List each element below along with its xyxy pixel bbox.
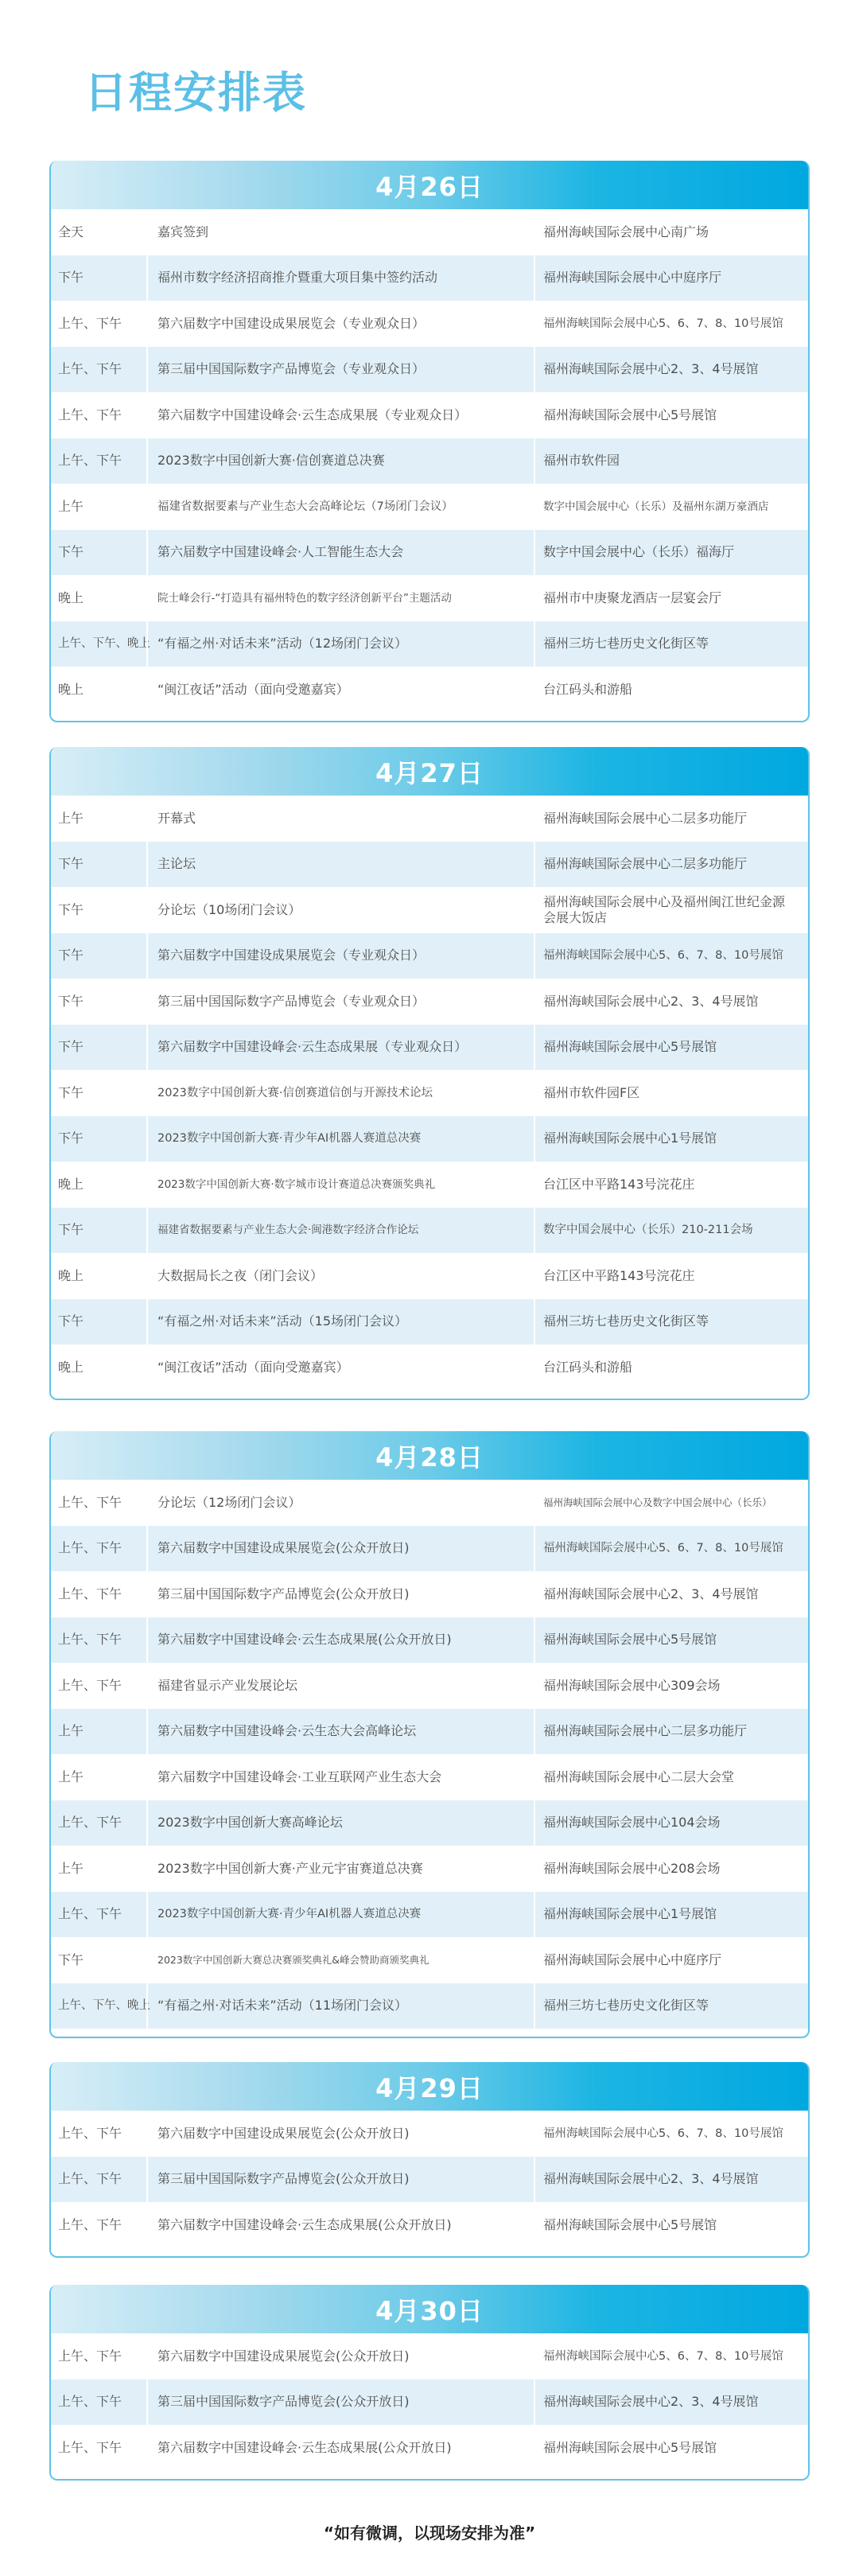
page-title: 日程安排表: [84, 68, 307, 118]
day-title: 4月30日: [375, 2295, 484, 2326]
time-cell: 上午: [58, 1723, 84, 1739]
time-cell: 上午、下午: [58, 2394, 122, 2410]
venue-cell: 福州海峡国际会展中心5号展馆: [534, 392, 808, 438]
venue-cell: 福州海峡国际会展中心二层多功能厅: [534, 796, 808, 842]
table-row: [51, 1253, 808, 1299]
time-cell: 下午: [58, 270, 84, 286]
event-cell: 2023数字中国创新大赛·信创赛道信创与开源技术论坛: [146, 1070, 534, 1116]
event-cell: 2023数字中国创新大赛高峰论坛: [146, 1800, 534, 1846]
table-row: [51, 621, 808, 667]
day-card-0430: [49, 2285, 810, 2481]
table-row: [51, 1937, 808, 1983]
venue-cell: 福州海峡国际会展中心二层多功能厅: [534, 1709, 808, 1755]
event-cell: 2023数字中国创新大赛·产业元宇宙赛道总决赛: [146, 1846, 534, 1892]
table-row: [51, 2157, 808, 2203]
event-cell: 主论坛: [146, 842, 534, 888]
time-cell: 上午、下午: [58, 1632, 122, 1648]
time-cell: 上午、下午: [58, 2216, 122, 2232]
table-row: [51, 1892, 808, 1938]
table-row: [51, 209, 808, 255]
time-cell: 上午、下午: [58, 2439, 122, 2455]
event-cell: 第三届中国国际数字产品博览会（专业观众日）: [146, 979, 534, 1025]
table-row: [51, 2425, 808, 2471]
table-row: [51, 575, 808, 621]
event-cell: 第三届中国国际数字产品博览会（专业观众日）: [146, 347, 534, 393]
event-cell: 福建省数据要素与产业生态大会高峰论坛（7场闭门会议）: [146, 484, 534, 530]
day-header: [49, 161, 810, 209]
event-cell: 开幕式: [146, 796, 534, 842]
time-cell: 晚上: [58, 1267, 84, 1283]
venue-cell: 福州海峡国际会展中心309会场: [534, 1663, 808, 1709]
venue-cell: 福州海峡国际会展中心208会场: [534, 1846, 808, 1892]
event-cell: 福建省显示产业发展论坛: [146, 1663, 534, 1709]
venue-cell: 福州海峡国际会展中心1号展馆: [534, 1116, 808, 1162]
table-row: [51, 979, 808, 1025]
venue-cell: 台江码头和游船: [534, 1344, 808, 1391]
event-cell: 福州市数字经济招商推介暨重大项目集中签约活动: [146, 255, 534, 302]
schedule-table: [51, 2111, 808, 2248]
time-cell: 上午、下午: [58, 2125, 122, 2141]
venue-cell: 福州海峡国际会展中心5号展馆: [534, 2425, 808, 2471]
table-row: [51, 1983, 808, 2029]
time-cell: 下午: [58, 993, 84, 1009]
venue-cell: 福州海峡国际会展中心2、3、4号展馆: [534, 979, 808, 1025]
table-row: [51, 1070, 808, 1116]
time-cell: 上午、下午: [58, 1906, 122, 1922]
event-cell: 第六届数字中国建设成果展览会(公众开放日): [146, 1526, 534, 1572]
event-cell: 第六届数字中国建设峰会·工业互联网产业生态大会: [146, 1754, 534, 1800]
table-row: [51, 1299, 808, 1345]
table-row: [51, 1663, 808, 1709]
table-row: [51, 2111, 808, 2157]
event-cell: 第六届数字中国建设成果展览会(公众开放日): [146, 2333, 534, 2379]
venue-cell: 福州海峡国际会展中心2、3、4号展馆: [534, 347, 808, 393]
venue-cell: 福州三坊七巷历史文化街区等: [534, 1299, 808, 1345]
event-cell: 第三届中国国际数字产品博览会(公众开放日): [146, 1571, 534, 1617]
table-row: [51, 933, 808, 979]
venue-cell: 福州海峡国际会展中心2、3、4号展馆: [534, 2157, 808, 2203]
venue-cell: 福州海峡国际会展中心5、6、7、8、10号展馆: [534, 1526, 808, 1572]
table-row: [51, 301, 808, 347]
table-row: [51, 1800, 808, 1846]
venue-cell: 福州海峡国际会展中心及福州闽江世纪金源会展大饭店: [534, 887, 808, 933]
event-cell: 第六届数字中国建设成果展览会（专业观众日）: [146, 301, 534, 347]
time-cell: 上午、下午: [58, 1494, 122, 1510]
event-cell: 院士峰会行-“打造具有福州特色的数字经济创新平台”主题活动: [146, 575, 534, 621]
event-cell: 2023数字中国创新大赛·信创赛道总决赛: [146, 438, 534, 484]
time-cell: 上午、下午: [58, 1540, 122, 1556]
table-row: [51, 887, 808, 933]
table-row: [51, 530, 808, 576]
event-cell: 第六届数字中国建设成果展览会（专业观众日）: [146, 933, 534, 979]
day-header: [49, 1431, 810, 1480]
time-cell: 上午、下午: [58, 361, 122, 377]
venue-cell: 福州海峡国际会展中心中庭序厅: [534, 255, 808, 302]
time-cell: 上午、下午: [58, 315, 122, 331]
venue-cell: 台江区中平路143号浣花庄: [534, 1253, 808, 1299]
venue-cell: 福州海峡国际会展中心及数字中国会展中心（长乐）: [534, 1480, 808, 1526]
venue-cell: 福州海峡国际会展中心5号展馆: [534, 1025, 808, 1071]
time-cell: 全天: [58, 224, 84, 239]
time-cell: 下午: [58, 1039, 84, 1055]
table-row: [51, 1344, 808, 1391]
venue-cell: 数字中国会展中心（长乐）及福州东湖万豪酒店: [534, 484, 808, 530]
day-header: [49, 747, 810, 796]
venue-cell: 福州海峡国际会展中心5号展馆: [534, 2202, 808, 2248]
table-row: [51, 796, 808, 842]
table-row: [51, 1571, 808, 1617]
time-cell: 下午: [58, 856, 84, 872]
venue-cell: 福州三坊七巷历史文化街区等: [534, 1983, 808, 2029]
schedule-table: [51, 209, 808, 713]
table-row: [51, 1116, 808, 1162]
table-row: [51, 2333, 808, 2379]
event-cell: “有福之州·对话未来”活动（12场闭门会议）: [146, 621, 534, 667]
time-cell: 上午、下午、晚上: [58, 1999, 150, 2013]
event-cell: 2023数字中国创新大赛·青少年AI机器人赛道总决赛: [146, 1116, 534, 1162]
venue-cell: 福州海峡国际会展中心5、6、7、8、10号展馆: [534, 301, 808, 347]
time-cell: 上午、下午: [58, 2348, 122, 2364]
time-cell: 上午、下午: [58, 1677, 122, 1693]
time-cell: 下午: [58, 901, 84, 917]
day-card-0427: [49, 747, 810, 1400]
time-cell: 晚上: [58, 681, 84, 697]
time-cell: 上午、下午: [58, 453, 122, 469]
day-title: 4月29日: [375, 2072, 484, 2103]
time-cell: 上午: [58, 810, 84, 826]
event-cell: “有福之州·对话未来”活动（11场闭门会议）: [146, 1983, 534, 2029]
schedule-table: [51, 796, 808, 1391]
event-cell: 第六届数字中国建设峰会·云生态成果展(公众开放日): [146, 2202, 534, 2248]
event-cell: “闽江夜话”活动（面向受邀嘉宾）: [146, 667, 534, 713]
venue-cell: 福州海峡国际会展中心5、6、7、8、10号展馆: [534, 2333, 808, 2379]
event-cell: 第六届数字中国建设成果展览会(公众开放日): [146, 2111, 534, 2157]
event-cell: 分论坛（10场闭门会议）: [146, 887, 534, 933]
venue-cell: 福州海峡国际会展中心104会场: [534, 1800, 808, 1846]
day-card-0426: [49, 161, 810, 722]
day-card-0429: [49, 2062, 810, 2258]
event-cell: 第三届中国国际数字产品博览会(公众开放日): [146, 2379, 534, 2426]
time-cell: 晚上: [58, 590, 84, 605]
table-row: [51, 1846, 808, 1892]
venue-cell: 福州海峡国际会展中心5号展馆: [534, 1617, 808, 1664]
day-title: 4月27日: [375, 757, 484, 788]
time-cell: 晚上: [58, 1176, 84, 1192]
table-row: [51, 1480, 808, 1526]
venue-cell: 福州海峡国际会展中心中庭序厅: [534, 1937, 808, 1983]
time-cell: 上午、下午: [58, 1586, 122, 1601]
time-cell: 下午: [58, 1084, 84, 1100]
table-row: [51, 392, 808, 438]
venue-cell: 数字中国会展中心（长乐）福海厅: [534, 530, 808, 576]
venue-cell: 福州海峡国际会展中心南广场: [534, 209, 808, 255]
event-cell: 2023数字中国创新大赛·数字城市设计赛道总决赛颁奖典礼: [146, 1162, 534, 1208]
table-row: [51, 1162, 808, 1208]
table-row: [51, 2202, 808, 2248]
day-header: [49, 2285, 810, 2333]
time-cell: 上午、下午: [58, 407, 122, 422]
time-cell: 上午、下午: [58, 2171, 122, 2187]
venue-cell: 台江码头和游船: [534, 667, 808, 713]
event-cell: “闽江夜话”活动（面向受邀嘉宾）: [146, 1344, 534, 1391]
venue-cell: 台江区中平路143号浣花庄: [534, 1162, 808, 1208]
venue-cell: 福州市中庚聚龙酒店一层宴会厅: [534, 575, 808, 621]
event-cell: 福建省数据要素与产业生态大会·闽港数字经济合作论坛: [146, 1208, 534, 1254]
schedule-table: [51, 1480, 808, 2029]
table-row: [51, 1617, 808, 1664]
time-cell: 上午: [58, 498, 84, 514]
event-cell: “有福之州·对话未来”活动（15场闭门会议）: [146, 1299, 534, 1345]
table-row: [51, 2379, 808, 2426]
schedule-table: [51, 2333, 808, 2471]
event-cell: 第六届数字中国建设峰会·云生态成果展(公众开放日): [146, 1617, 534, 1664]
day-title: 4月26日: [375, 171, 484, 202]
day-title: 4月28日: [375, 1442, 484, 1473]
footer-note: “如有微调，以现场安排为准”: [323, 2523, 536, 2543]
event-cell: 第三届中国国际数字产品博览会(公众开放日): [146, 2157, 534, 2203]
time-cell: 下午: [58, 1951, 84, 1967]
venue-cell: 福州海峡国际会展中心5、6、7、8、10号展馆: [534, 933, 808, 979]
event-cell: 第六届数字中国建设峰会·云生态成果展（专业观众日）: [146, 392, 534, 438]
time-cell: 下午: [58, 544, 84, 560]
day-card-0428: [49, 1431, 810, 2038]
table-row: [51, 484, 808, 530]
time-cell: 晚上: [58, 1359, 84, 1375]
time-cell: 下午: [58, 1222, 84, 1238]
time-cell: 上午、下午: [58, 1815, 122, 1831]
event-cell: 2023数字中国创新大赛总决赛颁奖典礼&峰会赞助商颁奖典礼: [146, 1937, 534, 1983]
table-row: [51, 1709, 808, 1755]
event-cell: 大数据局长之夜（闭门会议）: [146, 1253, 534, 1299]
time-cell: 下午: [58, 1313, 84, 1329]
table-row: [51, 347, 808, 393]
time-cell: 下午: [58, 948, 84, 963]
venue-cell: 福州海峡国际会展中心2、3、4号展馆: [534, 1571, 808, 1617]
event-cell: 嘉宾签到: [146, 209, 534, 255]
table-row: [51, 1526, 808, 1572]
time-cell: 上午: [58, 1769, 84, 1784]
event-cell: 第六届数字中国建设峰会·云生态成果展（专业观众日）: [146, 1025, 534, 1071]
event-cell: 分论坛（12场闭门会议）: [146, 1480, 534, 1526]
venue-cell: 福州市软件园: [534, 438, 808, 484]
venue-cell: 数字中国会展中心（长乐）210-211会场: [534, 1208, 808, 1254]
table-row: [51, 667, 808, 713]
event-cell: 第六届数字中国建设峰会·人工智能生态大会: [146, 530, 534, 576]
event-cell: 第六届数字中国建设峰会·云生态大会高峰论坛: [146, 1709, 534, 1755]
time-cell: 上午: [58, 1860, 84, 1876]
time-cell: 下午: [58, 1130, 84, 1146]
day-header: [49, 2062, 810, 2111]
venue-cell: 福州海峡国际会展中心二层大会堂: [534, 1754, 808, 1800]
venue-cell: 福州市软件园F区: [534, 1070, 808, 1116]
venue-cell: 福州海峡国际会展中心5、6、7、8、10号展馆: [534, 2111, 808, 2157]
table-row: [51, 842, 808, 888]
venue-cell: 福州海峡国际会展中心1号展馆: [534, 1892, 808, 1938]
event-cell: 第六届数字中国建设峰会·云生态成果展(公众开放日): [146, 2425, 534, 2471]
table-row: [51, 438, 808, 484]
event-cell: 2023数字中国创新大赛·青少年AI机器人赛道总决赛: [146, 1892, 534, 1938]
venue-cell: 福州海峡国际会展中心二层多功能厅: [534, 842, 808, 888]
time-cell: 上午、下午、晚上: [58, 637, 150, 651]
venue-cell: 福州三坊七巷历史文化街区等: [534, 621, 808, 667]
table-row: [51, 255, 808, 302]
table-row: [51, 1754, 808, 1800]
venue-cell: 福州海峡国际会展中心2、3、4号展馆: [534, 2379, 808, 2426]
table-row: [51, 1208, 808, 1254]
table-row: [51, 1025, 808, 1071]
